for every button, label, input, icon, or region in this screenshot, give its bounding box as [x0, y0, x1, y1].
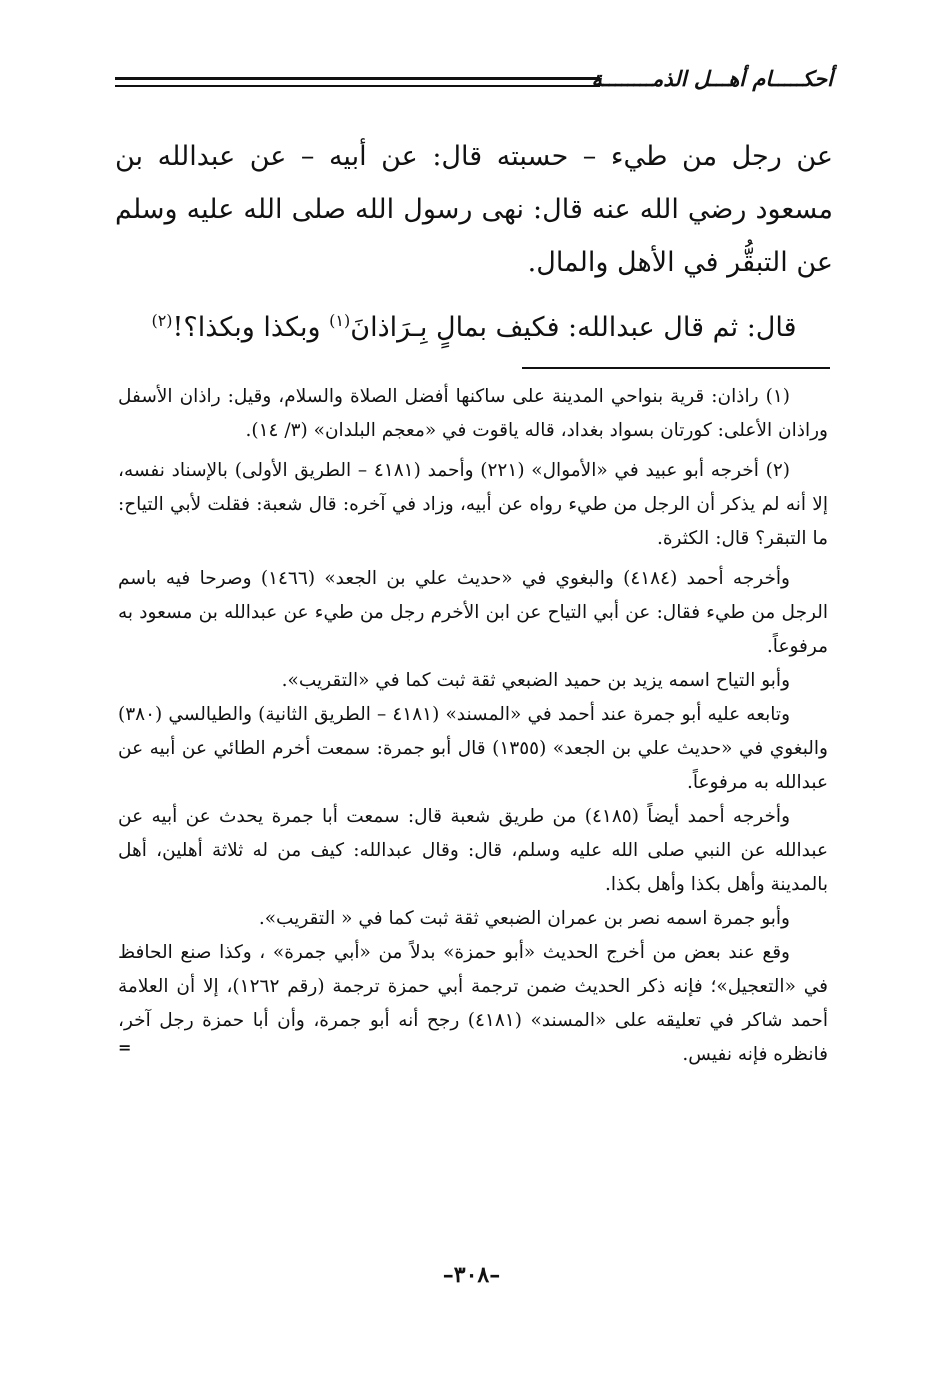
header-title: أحكـــــام أهـــل الذمــــــــة [591, 66, 833, 91]
header-rule-top [115, 77, 600, 80]
footnote-separator [522, 367, 830, 369]
footnote-2-para-3: وأبو التياح اسمه يزيد بن حميد الضبعي ثقة ثبت كما في «التقريب». [281, 670, 790, 691]
footnote-ref-1: (١) [329, 311, 351, 330]
footnote-2-para-5: وأخرجه أحمد أيضاً (٤١٨٥) من طريق شعبة قال: سمعت أبا جمرة يحدث عن أبيه عن عبدالله عن النبي صلى الله عليه وسلم، قال: وقال عبدالله: كيف من له ثلاثة أهلين، أهل بالمدينة وأهل بكذا وأهل بكذا. [118, 806, 828, 895]
footnote-2-para-2: وأخرجه أحمد (٤١٨٤) والبغوي في «حديث علي بن الجعد» (١٤٦٦) وصرحا فيه باسم الرجل من طيء فقال: عن أبي التياح عن ابن الأخرم رجل من طيء عن عبدالله بن مسعود به مرفوعاً. [118, 568, 828, 657]
footnote-1: (١) راذان: قرية بنواحي المدينة على ساكنها أفضل الصلاة والسلام، وقيل: راذان الأسفل وراذان الأعلى: كورتان بسواد بغداد، قاله ياقوت في «معجم البلدان» (٣/ ١٤). [118, 386, 828, 441]
page-number: –٣٠٨– [442, 1262, 501, 1288]
footnote-2-para-7: وقع عند بعض من أخرج الحديث «أبو حمزة» بدلاً من «أبي جمرة» ، وكذا صنع الحافظ في «التعجيل»؛ فإنه ذكر الحديث ضمن ترجمة أبي حمزة ترجمة (رقم ١٢٦٢)، إلا أن العلامة أحمد شاكر في تعليقه على «المسند» (٤١٨١) رجح أنه أبو جمرة، وأن أبا حمزة رجل آخر، فانظره فإنه نفيس. [118, 942, 828, 1065]
main-text [115, 130, 833, 354]
footnote-2-para-4: وتابعه عليه أبو جمرة عند أحمد في «المسند» (٤١٨١ – الطريق الثانية) والطيالسي (٣٨٠) والبغوي في «حديث علي بن الجعد» (١٣٥٥) قال أبو جمرة: سمعت أخرم الطائي عن أبيه عن عبدالله به مرفوعاً. [118, 704, 828, 793]
main-paragraph-2-text: قال: ثم قال عبدالله: فكيف بمالٍ بِـرَاذانَ [350, 312, 797, 343]
main-paragraph-2 [115, 301, 833, 354]
continuation-mark: = [118, 1038, 132, 1057]
footnotes [118, 380, 828, 1065]
footnote-ref-2: (٢) [151, 311, 173, 330]
header-rule-bottom [115, 85, 600, 87]
footnote-2: (٢) أخرجه أبو عبيد في «الأموال» (٢٢١) وأحمد (٤١٨١ – الطريق الأولى) بالإسناد نفسه، إلا أنه لم يذكر أن الرجل من طيء رواه عن أبيه، وزاد في آخره: قال شعبة: فقلت لأبي التياح: ما التبقر؟ قال: الكثرة. [118, 460, 828, 549]
main-paragraph-1: عن رجل من طيء – حسبته قال: عن أبيه – عن عبدالله بن مسعود رضي الله عنه قال: نهى رسول الله صلى الله عليه وسلم عن التبقُّر في الأهل والمال. [115, 141, 833, 278]
running-header [115, 60, 833, 100]
main-paragraph-2-mid: وبكذا وبكذا؟! [172, 312, 330, 343]
footnote-2-para-6: وأبو جمرة اسمه نصر بن عمران الضبعي ثقة ثبت كما في « التقريب». [258, 908, 790, 929]
